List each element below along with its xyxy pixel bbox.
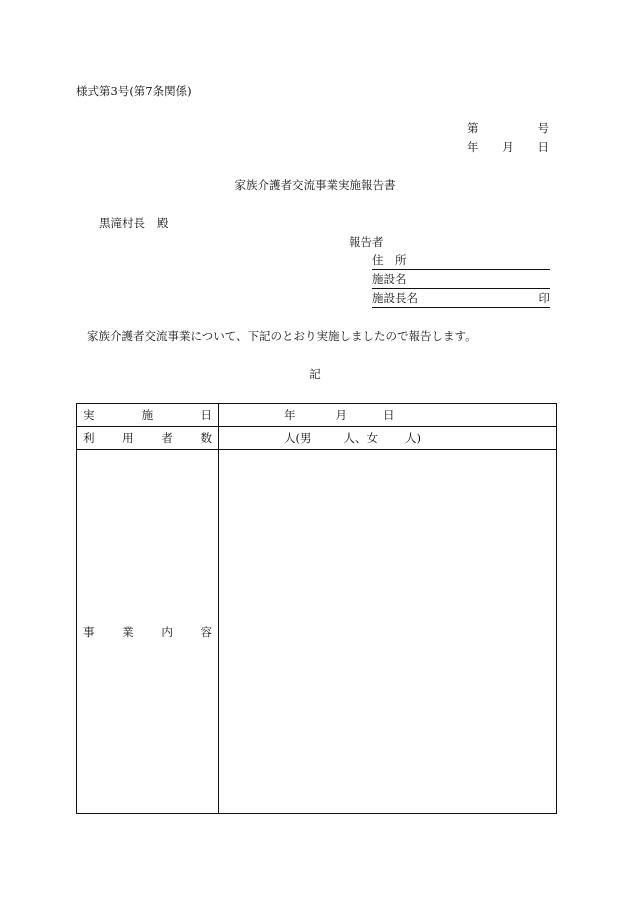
implementation-date-row: [77, 404, 557, 427]
label-char: 利: [83, 431, 95, 445]
implementation-date-label: [77, 407, 218, 423]
date-day-unit: 日: [383, 408, 395, 422]
director-name-label: 施設長名: [372, 291, 418, 305]
label-char: 内: [161, 624, 173, 639]
month-label: 月: [502, 140, 514, 154]
label-char: 用: [122, 431, 134, 445]
project-content-row: [77, 450, 557, 814]
total-people-unit: 人(男: [284, 431, 312, 445]
user-count-label-cell: [77, 427, 219, 450]
label-char: 容: [200, 624, 212, 639]
label-char: 施: [141, 408, 154, 422]
implementation-date-value-cell[interactable]: [219, 404, 557, 427]
label-char: 実: [83, 408, 95, 422]
day-label: 日: [537, 140, 549, 154]
project-content-value-cell[interactable]: [219, 450, 557, 814]
report-table: [76, 403, 557, 814]
address-field: [372, 255, 550, 270]
user-count-row: [77, 427, 557, 450]
user-count-value-cell[interactable]: [219, 427, 557, 450]
document-number-line: [467, 123, 549, 135]
label-char: 日: [200, 408, 212, 422]
date-line: [467, 142, 549, 154]
go-label: 号: [537, 121, 549, 135]
addressee: [99, 218, 169, 230]
address-label: 住 所: [372, 253, 407, 267]
date-month-unit: 月: [335, 408, 347, 422]
ki-heading: 記: [309, 367, 321, 381]
director-name-field: [372, 293, 550, 308]
female-people-unit: 人): [405, 431, 421, 445]
user-count-label: [77, 430, 218, 446]
label-char: 業: [122, 624, 134, 639]
reporter-label: 報告者: [349, 235, 384, 249]
label-char: 数: [200, 431, 212, 445]
document-title: 家族介護者交流事業実施報告書: [234, 178, 396, 192]
implementation-date-label-cell: [77, 404, 219, 427]
form-number: 様式第3号(第7条関係): [76, 84, 192, 98]
label-char: 者: [161, 431, 173, 445]
facility-name-field: [372, 274, 550, 289]
facility-name-label: 施設名: [372, 272, 407, 286]
seal-mark: 印: [538, 291, 550, 305]
addressee-name: 黒滝村長: [99, 216, 145, 230]
project-content-label: [77, 624, 218, 640]
label-char: 事: [83, 624, 95, 639]
project-content-label-cell: [77, 450, 219, 814]
body-text: 家族介護者交流事業について、下記のとおり実施しましたので報告します。: [87, 329, 477, 343]
addressee-honorific: 殿: [157, 216, 169, 230]
year-label: 年: [467, 140, 479, 154]
dai-label: 第: [467, 121, 479, 135]
date-year-unit: 年: [284, 408, 296, 422]
male-people-unit: 人、女: [343, 431, 378, 445]
